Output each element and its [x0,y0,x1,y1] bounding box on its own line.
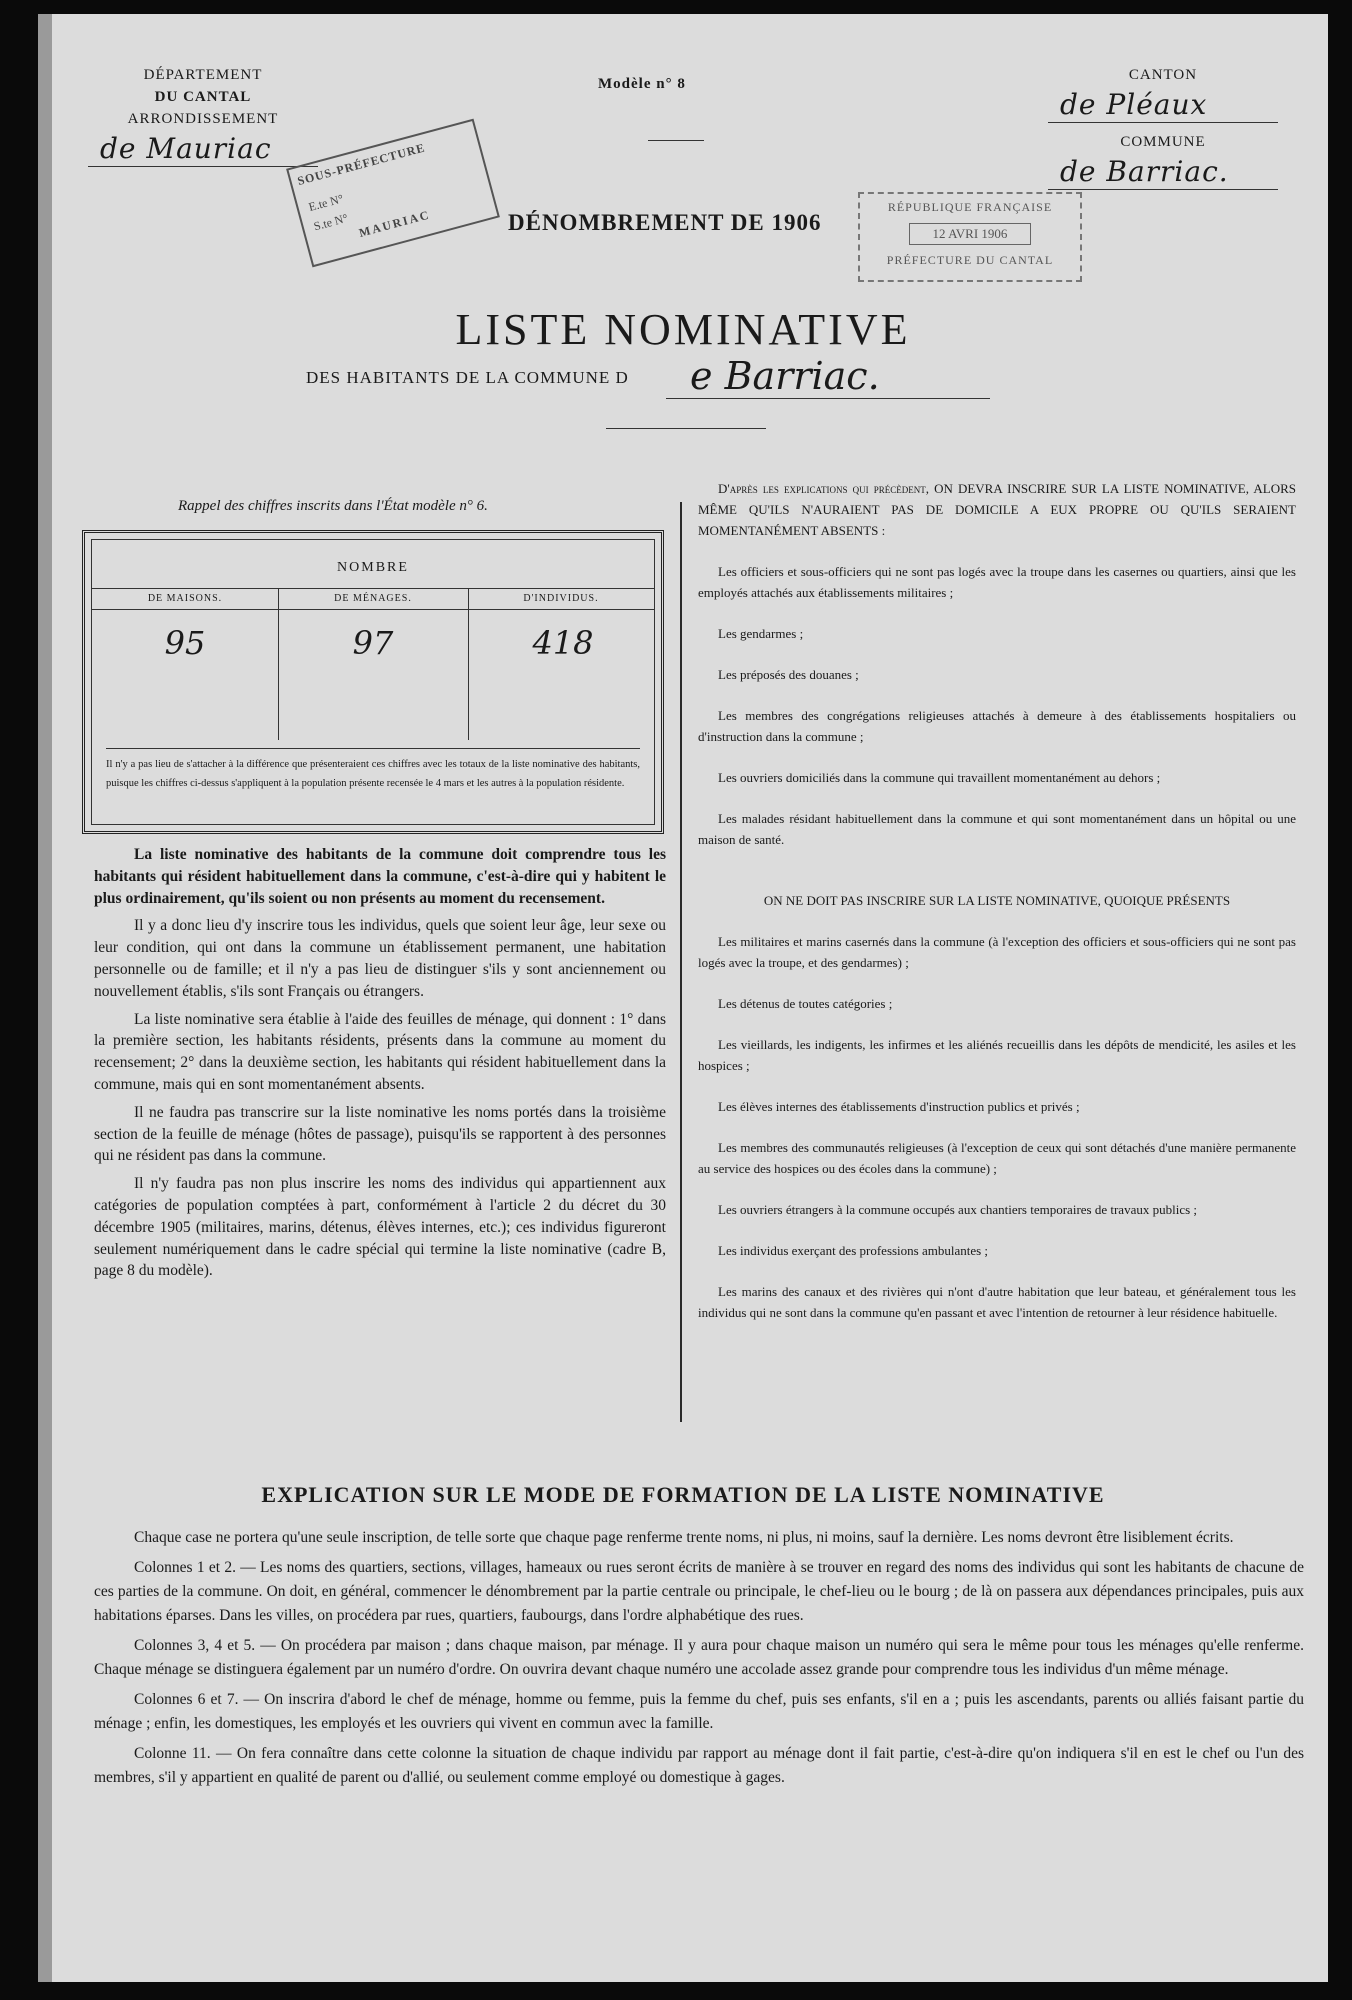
departement-value: DU CANTAL [154,89,252,105]
arrondissement-value: de Mauriac [88,132,318,167]
explication-text [94,1526,1304,1796]
individus-value: 418 [532,624,594,662]
paragraph: Colonnes 6 et 7. — On inscrira d'abord le chef de ménage, homme ou femme, puis la femme du chef, puis ses enfants, s'il en a ; puis les ascendants, parents ou alliés faisant partie du ménage ; enfin, les domestiques, les employés et les ouvriers qui vivent en commun avec la famille. [94,1691,1304,1732]
menages-value: 97 [352,624,394,662]
paragraph: Il y a donc lieu d'y inscrire tous les individus, quels que soient leur âge, leur sexe ou leur condition, qui ont dans la commune un établissement permanent, une habitation personnelle ou de famille; et il n'y a pas lieu de distinguer s'ils y sont anciennement ou nouvellement établis, s'ils sont Français ou étrangers. [94,917,666,1000]
col-header-individus: D'INDIVIDUS. [468,588,654,610]
inscrire-intro: D'après les explications qui précèdent, ON DEVRA INSCRIRE SUR LA LISTE NOMINATIVE, ALORS MÊME QU'ILS N'AURAIENT PAS DE DOMICILE A EUX PROPRE OU QU'ILS SERAIENT MOMENTANÉMENT ABSENTS : [698,481,1296,538]
nombre-table-inner [91,539,655,825]
column-divider [468,588,469,740]
header-left [78,64,328,175]
col-header-maisons: DE MAISONS. [92,588,278,610]
arrondissement-label: ARRONDISSEMENT [127,111,279,127]
ne-pas-item: Les militaires et marins casernés dans la commune (à l'exception des officiers et sous-officiers qui ne sont pas logés avec la troupe, et des gendarmes) ; [698,934,1296,970]
stamp-line: MAURIAC [357,207,432,240]
header-right [1038,64,1288,198]
ne-pas-item: Les ouvriers étrangers à la commune occupés aux chantiers temporaires de travaux publics ; [718,1202,1198,1217]
paragraph: Il n'y faudra pas non plus inscrire les noms des individus qui appartiennent aux catégories de population comptées à part, conformément à l'article 2 du décret du 30 décembre 1905 (militaires, marins, détenus, élèves internes, etc.); ces individus figureront seulement numériquement dans le cadre spécial qui termine la liste nominative (cadre B, page 8 du modèle). [94,1175,666,1280]
ne-pas-item: Les marins des canaux et des rivières qui n'ont d'autre habitation que leur bateau, et généralement tous les individus qui ne sont dans la commune qu'en passant et avec l'intention de retourner à leur résidence habituelle. [698,1284,1296,1320]
prefecture-stamp [858,192,1082,282]
divider [648,140,704,141]
ne-pas-item: Les membres des communautés religieuses (à l'exception de ceux qui sont détachés d'une manière permanente au service des hospices ou des écoles dans la commune) ; [698,1140,1296,1176]
canton-value: de Pléaux [1048,88,1278,123]
inscrire-item: Les préposés des douanes ; [718,667,859,682]
commune-handwritten: e Barriac. [666,354,990,399]
paragraph: La liste nominative des habitants de la commune doit comprendre tous les habitants qui résident habituellement dans la commune, c'est-à-dire qui y habitent le plus ordinairement, qu'ils soient ou non présents au moment du recensement. [94,846,666,907]
left-column-text [94,844,666,1288]
ne-pas-item: Les élèves internes des établissements d'instruction publics et privés ; [718,1099,1080,1114]
ne-pas-item: Les individus exerçant des professions ambulantes ; [718,1243,989,1258]
stamp-line: RÉPUBLIQUE FRANÇAISE [887,200,1053,214]
nombre-table [82,530,664,834]
inscrire-item: Les ouvriers domiciliés dans la commune qui travaillent momentanément au dehors ; [718,770,1161,785]
column-divider [278,588,279,740]
right-column-text [698,478,1296,1343]
inscrire-item: Les malades résidant habituellement dans la commune et qui sont momentanément dans un hôpital ou une maison de santé. [698,811,1296,847]
paragraph: La liste nominative sera établie à l'aide des feuilles de ménage, qui donnent : 1° dans la première section, les habitants résidents, présents dans la commune au moment du recensement; 2° dans la deuxième section, les habitants qui résident habituellement dans la commune, mais qui en sont momentanément absents. [94,1010,666,1093]
maisons-value: 95 [164,624,206,662]
explication-heading: EXPLICATION SUR LE MODE DE FORMATION DE LA LISTE NOMINATIVE [261,1482,1105,1507]
canton-label: CANTON [1128,67,1198,83]
denombrement-heading: DÉNOMBREMENT DE 1906 [508,210,822,235]
inscrire-item: Les officiers et sous-officiers qui ne sont pas logés avec la troupe dans les casernes ou quartiers, ainsi que les employés attachés aux établissements militaires ; [698,564,1296,600]
ne-pas-item: Les vieillards, les indigents, les infirmes et les aliénés recueillis dans les dépôts de mendicité, les asiles et les hospices ; [698,1037,1296,1073]
stamp-line: PRÉFECTURE DU CANTAL [886,253,1054,267]
commune-label: COMMUNE [1120,134,1206,150]
stamp-date: 12 AVRI 1906 [909,223,1031,245]
rappel-caption: Rappel des chiffres inscrits dans l'État modèle n° 6. [178,498,488,514]
paragraph: Il ne faudra pas transcrire sur la liste nominative les noms portés dans la troisième section de la feuille de ménage (hôtes de passage), puisqu'ils se rapportent à des personnes qui ne résident pas dans la commune. [94,1103,666,1165]
census-page [38,14,1328,1982]
stamp-line: E.te N° [307,191,345,215]
departement-label: DÉPARTEMENT [143,67,263,83]
modele-number: Modèle n° 8 [598,76,686,92]
commune-value: de Barriac. [1048,155,1278,190]
paragraph: Chaque case ne portera qu'une seule inscription, de telle sorte que chaque page renferme trente noms, ni plus, ni moins, sauf la dernière. Les noms devront être lisiblement écrits. [134,1529,1234,1546]
col-header-menages: DE MÉNAGES. [278,588,468,610]
paragraph: Colonnes 3, 4 et 5. — On procédera par maison ; dans chaque maison, par ménage. Il y aura pour chaque maison un numéro qui sera le même pour tous les ménages qu'elle renferme. Chaque ménage se distinguera également par un numéro d'ordre. On ouvrira devant chaque numéro une accolade assez grande pour comprendre tous les individus d'un même ménage. [94,1637,1304,1678]
ne-pas-item: Les détenus de toutes catégories ; [718,996,893,1011]
stamp-line: S.te N° [312,210,350,234]
inscrire-item: Les membres des congrégations religieuses attachés à demeure à des établissements hospitaliers ou d'instruction dans la commune ; [698,708,1296,744]
page-subtitle: DES HABITANTS DE LA COMMUNE D [306,368,629,387]
inscrire-item: Les gendarmes ; [718,626,804,641]
column-separator [680,502,682,1422]
ornament-rule [606,428,766,429]
ne-pas-inscrire-heading: ON NE DOIT PAS INSCRIRE SUR LA LISTE NOMINATIVE, QUOIQUE PRÉSENTS [763,893,1231,908]
paragraph: Colonne 11. — On fera connaître dans cette colonne la situation de chaque individu par rapport au ménage dont il fait partie, c'est-à-dire qu'on indiquera s'il en est le chef ou l'un des membres, s'il y appartient en qualité de parent ou d'allié, ou seulement comme employé ou domestique à gages. [94,1745,1304,1786]
page-title: LISTE NOMINATIVE [455,305,911,354]
table-note: Il n'y a pas lieu de s'attacher à la différence que présenteraient ces chiffres avec les totaux de la liste nominative des habitants, puisque les chiffres ci-dessus s'appliquent à la population présente recensée le 4 mars et les autres à la population résidente. [106,748,640,793]
table-heading: NOMBRE [337,560,409,575]
stamp-line: SOUS-PRÉFECTURE [295,140,427,189]
paragraph: Colonnes 1 et 2. — Les noms des quartiers, sections, villages, hameaux ou rues seront écrits de manière à se trouver en regard des noms des individus qui sont les habitants de chacune de ces parties de la commune. On doit, en général, commencer le dénombrement par la partie centrale ou principale, le chef-lieu ou le bourg ; de là on passera aux dépendances principales, puis aux habitations éparses. Dans les villes, on procédera par rues, quartiers, faubourgs, dans l'ordre alphabétique des rues. [94,1559,1304,1624]
